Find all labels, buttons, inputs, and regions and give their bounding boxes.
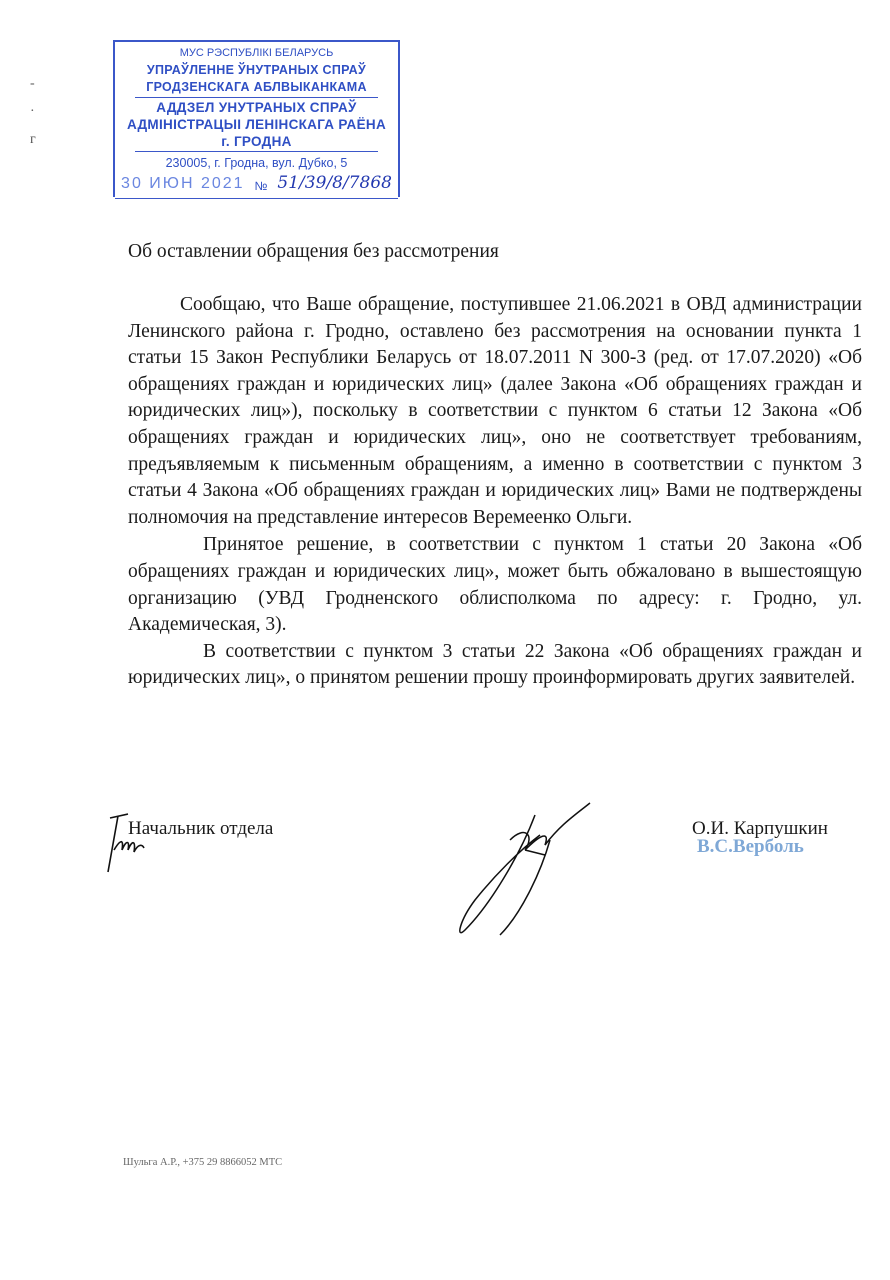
- paragraph: В соответствии с пунктом 3 статьи 22 Закона «Об обращениях граждан и юридических лиц», о принятом решении прошу проинформировать других заявителей.: [128, 640, 862, 689]
- paragraph: Сообщаю, что Ваше обращение, поступившее 21.06.2021 в ОВД администрации Ленинского района г. Гродно, оставлено без рассмотрения на основании пункта 1 статьи 15 Закон Республики Беларусь от 18.07.2011 N 300-З (ред. от 17.07.2020) «Об обращениях граждан и юридических лиц» (далее Закона «Об обращениях граждан и юридических лиц»), поскольку в соответствии с пунктом 6 статьи 12 Закона «Об обращениях граждан и юридических лиц», оно не соответствует требованиям, предъявляемым к письменным обращениям, а именно в соответствии с пунктом 3 статьи 4 Закона «Об обращениях граждан и юридических лиц» Вами не подтверждены полномочия на представление интересов Веремеенко Ольги.: [128, 294, 862, 528]
- letter-subject: Об оставлении обращения без рассмотрения: [128, 241, 499, 262]
- stamp-city: г. ГРОДНА: [221, 134, 292, 149]
- initials-signature-icon: [100, 810, 160, 880]
- stamp-division: АДДЗЕЛ УНУТРАНЫХ СПРАЎ: [156, 100, 357, 115]
- stamp-date: 30 ИЮН 2021: [121, 175, 245, 192]
- contact-footer: Шульга А.Р., +375 29 8866052 МТС: [123, 1157, 283, 1168]
- stamp-divider: [135, 97, 378, 98]
- stamp-administration: АДМІНІСТРАЦЫІ ЛЕНІНСКАГА РАЁНА: [126, 117, 387, 132]
- stamped-name: В.С.Верболь: [697, 836, 804, 857]
- stamp-bottom-line: [115, 198, 398, 199]
- margin-mark: г: [30, 132, 36, 147]
- stamp-number: 51/39/8/7868: [277, 173, 392, 193]
- stamp-divider: [135, 151, 378, 152]
- margin-mark: ·: [30, 104, 35, 119]
- stamp-number-label: №: [254, 179, 268, 193]
- stamp-region: ГРОДЗЕНСКАГА АБЛВЫКАНКАМА: [146, 80, 367, 94]
- handwritten-signature-icon: [450, 795, 600, 940]
- stamp-address: 230005, г. Гродна, вул. Дубко, 5: [165, 156, 348, 170]
- registration-stamp: [113, 40, 400, 197]
- stamp-department: УПРАЎЛЕННЕ ЎНУТРАНЫХ СПРАЎ: [146, 63, 367, 77]
- letter-body: [128, 292, 862, 692]
- stamp-ministry: МУС РЭСПУБЛІКІ БЕЛАРУСЬ: [179, 47, 334, 59]
- margin-mark: -: [30, 76, 35, 91]
- signer-name: О.И. Карпушкин: [692, 818, 828, 839]
- signer-position: Начальник отдела: [128, 818, 274, 839]
- margin-marks: [30, 70, 36, 154]
- paragraph: Принятое решение, в соответствии с пунктом 1 статьи 20 Закона «Об обращениях граждан и юридических лиц», может быть обжаловано в вышестоящую организацию (УВД Гродненского облисполкома по адресу: г. Гродно, ул. Академическая, 3).: [128, 534, 862, 636]
